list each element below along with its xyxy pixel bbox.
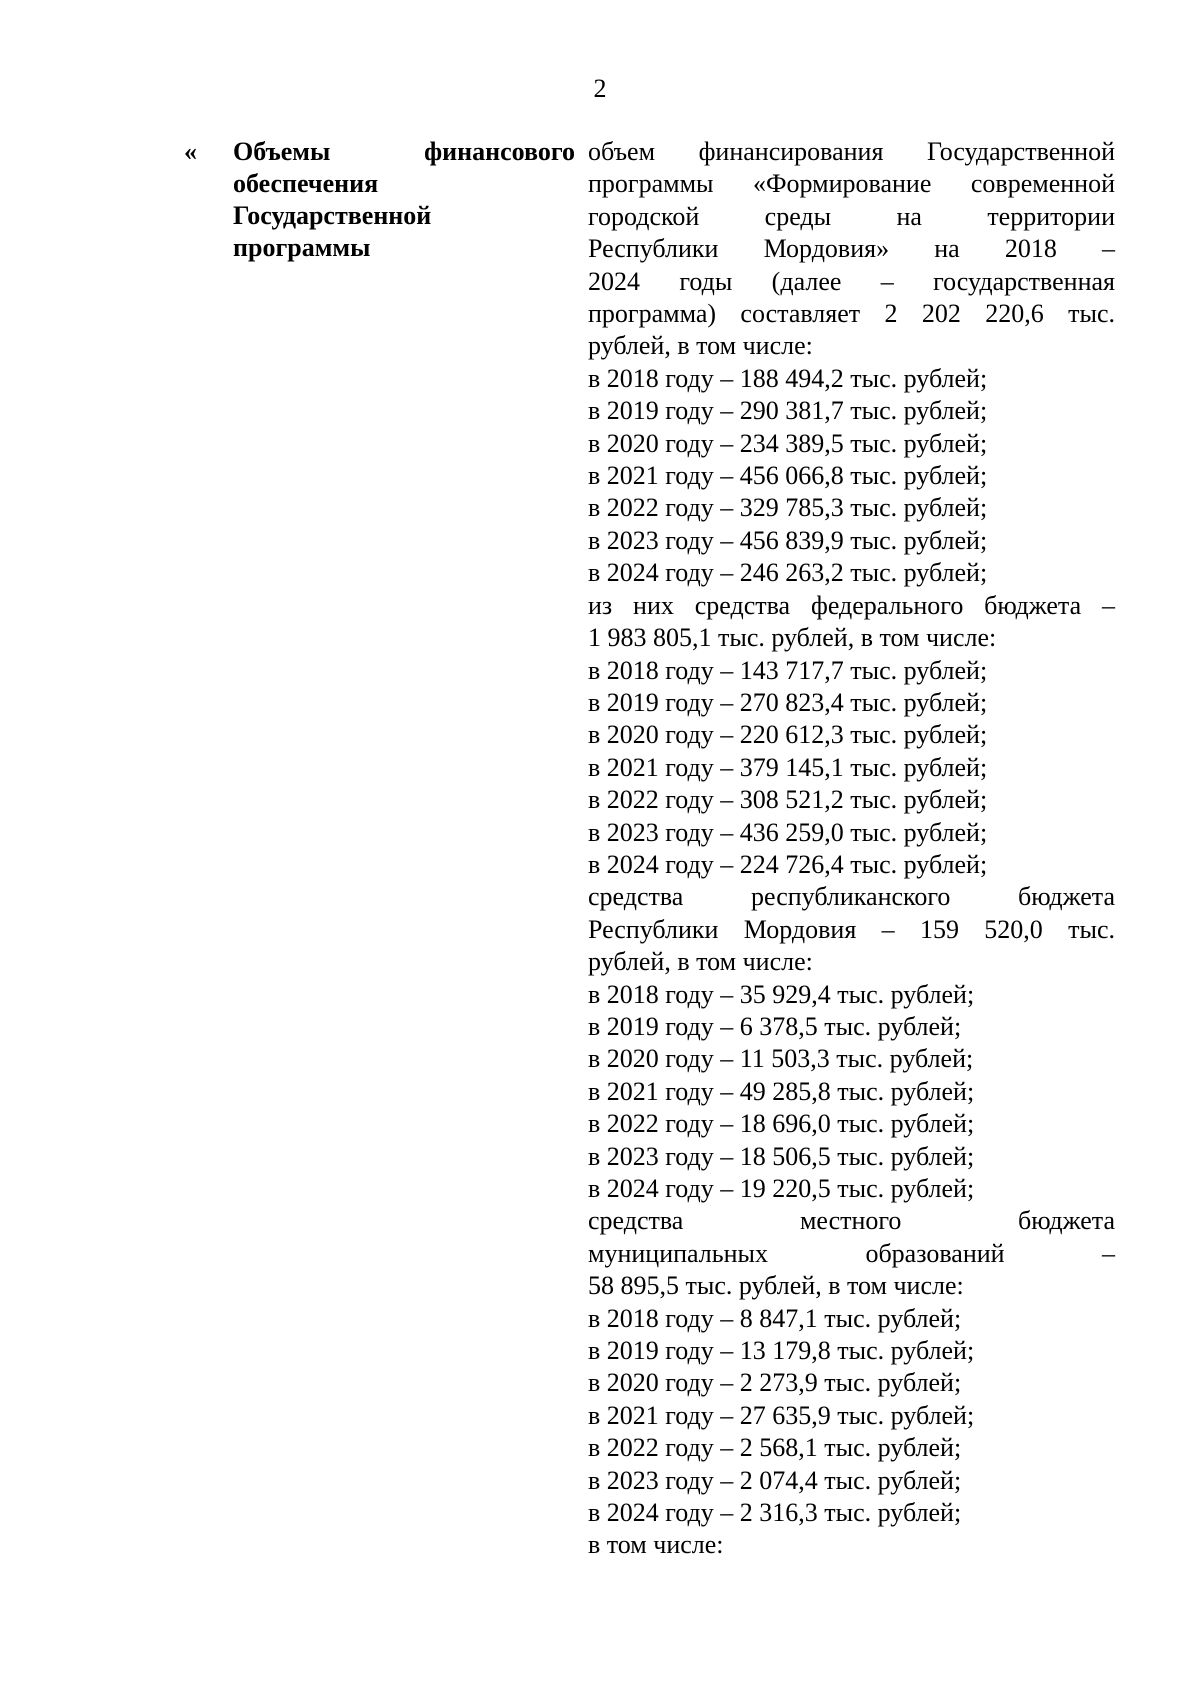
intro-line: Республики Мордовия» на 2018 – [588, 234, 1115, 264]
republic-line: рублей, в том числе: [588, 947, 813, 977]
page-number: 2 [593, 74, 607, 103]
republic-line: Республики Мордовия – 159 520,0 тыс. [588, 914, 1115, 944]
local-year-line: в 2020 году – 2 273,9 тыс. рублей; [588, 1368, 962, 1398]
opening-quote: « [184, 137, 197, 166]
federal-year-line: в 2019 году – 270 823,4 тыс. рублей; [588, 687, 988, 717]
total-year-line: в 2018 году – 188 494,2 тыс. рублей; [588, 363, 988, 393]
section-heading [233, 136, 575, 264]
republic-year-line: в 2023 году – 18 506,5 тыс. рублей; [588, 1141, 975, 1171]
republic-line: средства республиканского бюджета [588, 882, 1115, 912]
federal-year-line: в 2024 году – 224 726,4 тыс. рублей; [588, 849, 988, 879]
federal-year-line: в 2023 году – 436 259,0 тыс. рублей; [588, 817, 988, 847]
heading-line: обеспечения [233, 169, 379, 198]
total-year-line: в 2020 году – 234 389,5 тыс. рублей; [588, 428, 988, 458]
total-year-line: в 2022 году – 329 785,3 тыс. рублей; [588, 493, 988, 523]
local-year-line: в 2024 году – 2 316,3 тыс. рублей; [588, 1498, 962, 1528]
local-year-line: в 2023 году – 2 074,4 тыс. рублей; [588, 1465, 962, 1495]
intro-line: программы «Формирование современной [588, 169, 1115, 199]
total-year-line: в 2019 году – 290 381,7 тыс. рублей; [588, 396, 988, 426]
republic-year-line: в 2024 году – 19 220,5 тыс. рублей; [588, 1174, 975, 1203]
heading-line: программы [233, 233, 371, 262]
intro-line: 2024 годы (далее – государственная [588, 266, 1115, 296]
federal-line: из них средства федерального бюджета – [588, 590, 1115, 620]
total-year-line: в 2023 году – 456 839,9 тыс. рублей; [588, 525, 988, 555]
total-year-line: в 2024 году – 246 263,2 тыс. рублей; [588, 558, 988, 588]
heading-line: Государственной [233, 201, 432, 230]
total-year-line: в 2021 году – 456 066,8 тыс. рублей; [588, 461, 988, 491]
republic-year-line: в 2019 году – 6 378,5 тыс. рублей; [588, 1011, 962, 1041]
federal-year-line: в 2018 году – 143 717,7 тыс. рублей; [588, 655, 988, 685]
local-year-line: в 2019 году – 13 179,8 тыс. рублей; [588, 1336, 975, 1366]
closing-line: в том числе: [588, 1530, 724, 1560]
intro-line: городской среды на территории [588, 201, 1115, 231]
federal-year-line: в 2021 году – 379 145,1 тыс. рублей; [588, 752, 988, 782]
local-line: муниципальных образований – [588, 1238, 1115, 1268]
local-line: средства местного бюджета [588, 1206, 1115, 1236]
republic-year-line: в 2018 году – 35 929,4 тыс. рублей; [588, 979, 975, 1009]
intro-line: объем финансирования Государственной [588, 137, 1115, 166]
local-year-line: в 2021 году – 27 635,9 тыс. рублей; [588, 1400, 975, 1430]
local-line: 58 895,5 тыс. рублей, в том числе: [588, 1271, 964, 1301]
local-year-line: в 2022 году – 2 568,1 тыс. рублей; [588, 1433, 962, 1463]
federal-year-line: в 2020 году – 220 612,3 тыс. рублей; [588, 720, 988, 750]
financing-text [588, 136, 1115, 1562]
republic-year-line: в 2020 году – 11 503,3 тыс. рублей; [588, 1044, 974, 1074]
republic-year-line: в 2022 году – 18 696,0 тыс. рублей; [588, 1109, 975, 1139]
intro-line: программа) составляет 2 202 220,6 тыс. [588, 299, 1115, 329]
intro-line: рублей, в том числе: [588, 331, 813, 361]
federal-line: 1 983 805,1 тыс. рублей, в том числе: [588, 623, 997, 653]
federal-year-line: в 2022 году – 308 521,2 тыс. рублей; [588, 785, 988, 815]
heading-line: Объемы финансового [233, 137, 575, 166]
republic-year-line: в 2021 году – 49 285,8 тыс. рублей; [588, 1076, 975, 1106]
local-year-line: в 2018 году – 8 847,1 тыс. рублей; [588, 1303, 962, 1333]
